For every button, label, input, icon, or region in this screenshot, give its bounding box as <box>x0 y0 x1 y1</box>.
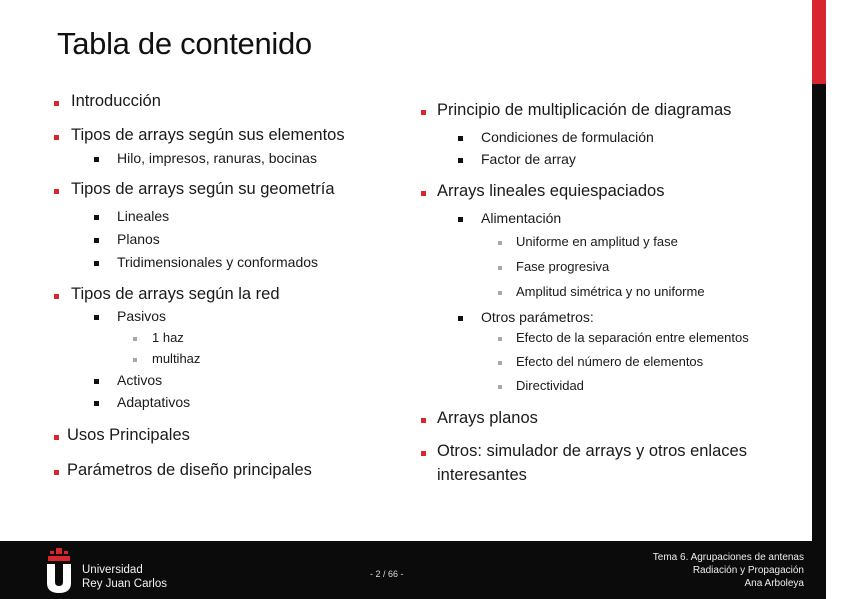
left-column-item: Usos Principales <box>67 426 190 444</box>
left-column-item: Pasivos <box>117 308 167 324</box>
left-column-item: Adaptativos <box>117 394 191 410</box>
side-bar <box>812 0 826 541</box>
right-column-item: Factor de array <box>481 151 576 167</box>
course-label: Radiación y Propagación <box>692 565 804 576</box>
primary-bullet-icon <box>421 451 426 456</box>
secondary-bullet-icon <box>458 158 463 163</box>
right-column-item: Arrays lineales equiespaciados <box>437 182 665 200</box>
right-column-item: Otros parámetros: <box>481 309 594 325</box>
university-line1: Universidad <box>82 564 143 576</box>
secondary-bullet-icon <box>94 215 99 220</box>
primary-bullet-icon <box>54 101 59 106</box>
secondary-bullet-icon <box>94 315 99 320</box>
tertiary-bullet-icon <box>133 337 137 341</box>
tertiary-bullet-icon <box>498 385 502 389</box>
left-column-item: Tipos de arrays según sus elementos <box>71 126 345 144</box>
right-column-item: Arrays planos <box>437 409 538 427</box>
right-column-item: Condiciones de formulación <box>481 129 654 145</box>
left-column-item: multihaz <box>152 351 201 366</box>
primary-bullet-icon <box>421 418 426 423</box>
right-column-item: Efecto de la separación entre elementos <box>516 330 749 345</box>
university-logo-icon <box>44 548 74 594</box>
right-column-item: Directividad <box>516 378 584 393</box>
tertiary-bullet-icon <box>498 241 502 245</box>
secondary-bullet-icon <box>458 136 463 141</box>
side-bar-accent <box>812 0 826 84</box>
right-column-item: interesantes <box>437 466 527 484</box>
primary-bullet-icon <box>54 435 59 440</box>
primary-bullet-icon <box>421 191 426 196</box>
right-column-item: Fase progresiva <box>516 259 610 274</box>
right-column-item: Alimentación <box>481 210 562 226</box>
left-column-item: Introducción <box>71 92 161 110</box>
secondary-bullet-icon <box>458 316 463 321</box>
left-column-item: Tipos de arrays según su geometría <box>71 180 335 198</box>
secondary-bullet-icon <box>94 401 99 406</box>
secondary-bullet-icon <box>458 217 463 222</box>
secondary-bullet-icon <box>94 261 99 266</box>
left-column-item: Hilo, impresos, ranuras, bocinas <box>117 150 317 166</box>
secondary-bullet-icon <box>94 238 99 243</box>
secondary-bullet-icon <box>94 379 99 384</box>
slide-title: Tabla de contenido <box>57 26 312 61</box>
left-column-item: Tipos de arrays según la red <box>71 285 280 303</box>
left-column-item: Parámetros de diseño principales <box>67 461 312 479</box>
author-label: Ana Arboleya <box>744 578 804 589</box>
page-number: - 2 / 66 - <box>370 569 404 579</box>
left-column-item: 1 haz <box>152 330 184 345</box>
left-column-item: Tridimensionales y conformados <box>117 254 319 270</box>
right-column-item: Otros: simulador de arrays y otros enlaces <box>437 442 747 460</box>
left-column-item: Activos <box>117 372 163 388</box>
primary-bullet-icon <box>54 189 59 194</box>
tertiary-bullet-icon <box>498 266 502 270</box>
primary-bullet-icon <box>54 470 59 475</box>
topic-label: Tema 6. Agrupaciones de antenas <box>652 552 804 563</box>
tertiary-bullet-icon <box>498 291 502 295</box>
tertiary-bullet-icon <box>133 358 137 362</box>
primary-bullet-icon <box>54 294 59 299</box>
university-line2: Rey Juan Carlos <box>82 578 168 590</box>
right-column-item: Efecto del número de elementos <box>516 354 704 369</box>
university-name <box>82 563 167 591</box>
right-column-item: Amplitud simétrica y no uniforme <box>516 284 705 299</box>
secondary-bullet-icon <box>94 157 99 162</box>
tertiary-bullet-icon <box>498 337 502 341</box>
primary-bullet-icon <box>54 135 59 140</box>
left-column-item: Lineales <box>117 208 170 224</box>
tertiary-bullet-icon <box>498 361 502 365</box>
primary-bullet-icon <box>421 110 426 115</box>
footer <box>0 541 826 599</box>
footer-info <box>653 551 804 590</box>
right-column-item: Uniforme en amplitud y fase <box>516 234 678 249</box>
right-column-item: Principio de multiplicación de diagramas <box>437 101 732 119</box>
left-column-item: Planos <box>117 231 160 247</box>
